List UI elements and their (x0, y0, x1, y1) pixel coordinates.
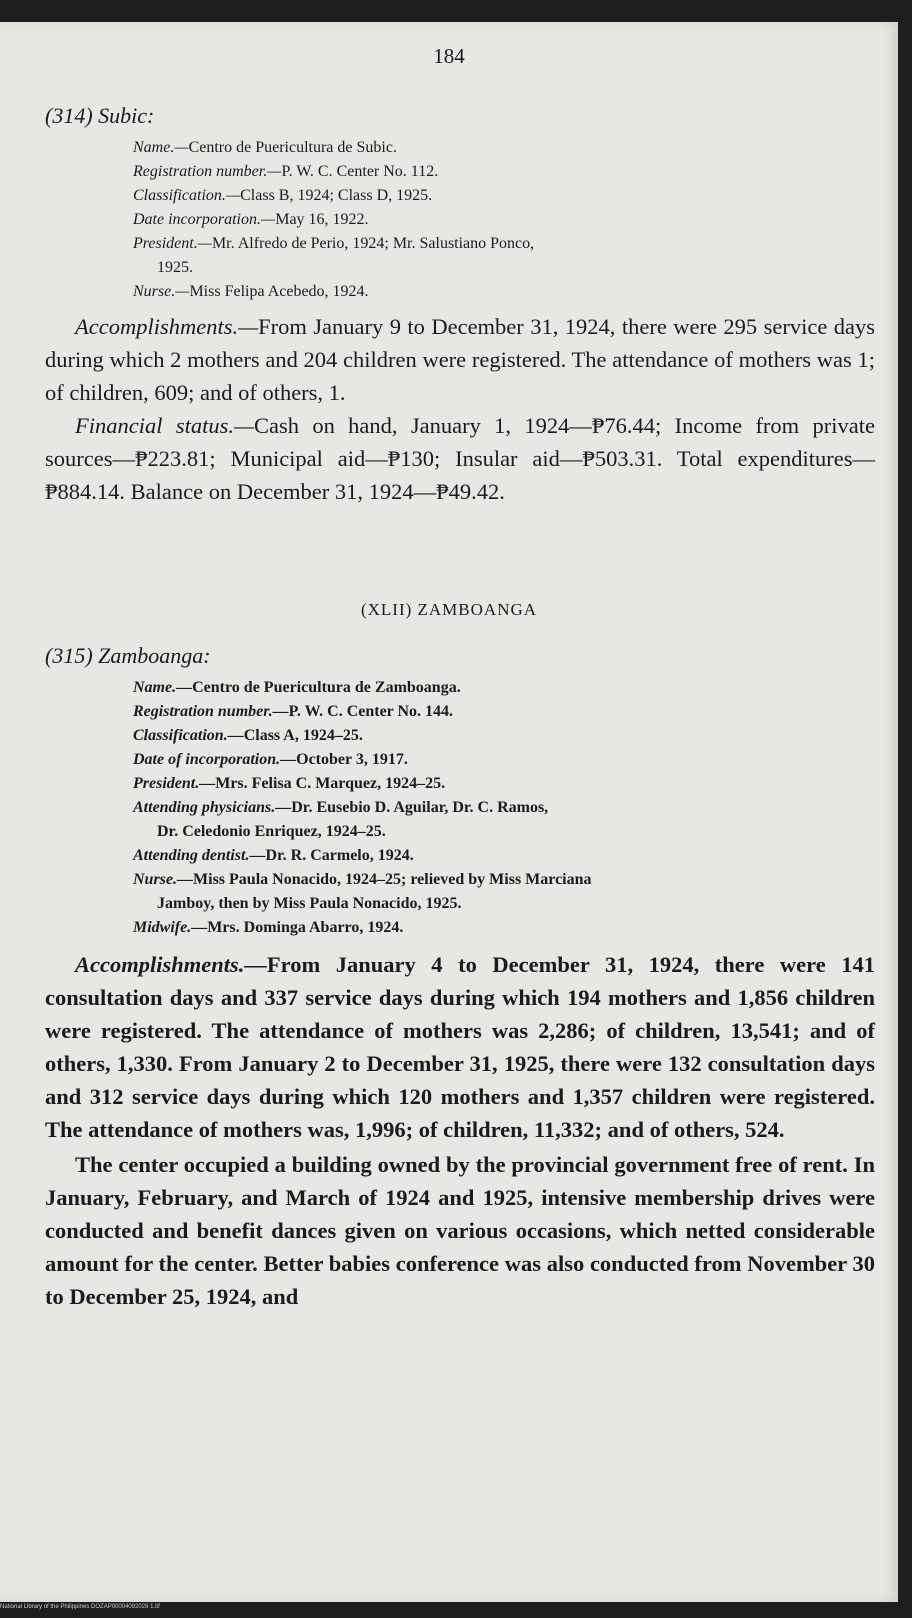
entry-heading: (315) Zamboanga: (45, 643, 211, 668)
entry-heading: (314) Subic: (45, 103, 155, 128)
field-registration: Registration number.—P. W. C. Center No. 144. (133, 703, 454, 720)
page-number: 184 (433, 44, 465, 68)
province-heading: (XLII) ZAMBOANGA (360, 600, 538, 619)
entry-315 (45, 642, 875, 1313)
field-classification: Classification.—Class A, 1924–25. (133, 727, 363, 744)
field-midwife: Midwife.—Mrs. Dominga Abarro, 1924. (133, 919, 404, 936)
field-physicians: Attending physicians.—Dr. Eusebio D. Aguilar, Dr. C. Ramos, Dr. Celedonio Enriquez, 1924–25. (133, 799, 549, 840)
field-nurse: Nurse.—Miss Felipa Acebedo, 1924. (133, 283, 369, 300)
field-registration: Registration number.—P. W. C. Center No. 112. (133, 163, 439, 180)
field-classification: Classification.—Class B, 1924; Class D, 1925. (133, 187, 433, 204)
field-president: President.—Mr. Alfredo de Perio, 1924; Mr. Salustiano Ponco, 1925. (133, 235, 535, 276)
field-dentist: Attending dentist.—Dr. R. Carmelo, 1924. (133, 847, 414, 864)
field-incorporation: Date of incorporation.—October 3, 1917. (133, 751, 408, 768)
financial-paragraph: Financial status.—Cash on hand, January 1, 1924—₱76.44; Income from private sources—₱223.81; Municipal aid—₱130; Insular aid—₱503.31. Total expenditures—₱884.14. Balance on December 31, 1924—₱49.42. (45, 413, 875, 504)
entry-314 (45, 102, 875, 508)
document-page (0, 22, 898, 1602)
accomplishments-paragraph: Accomplishments.—From January 9 to December 31, 1924, there were 295 service days during which 2 mothers and 204 children were registered. The attendance of mothers was 1; of children, 609; and of others, 1. (45, 314, 875, 405)
accomplishments-paragraph: Accomplishments.—From January 4 to December 31, 1924, there were 141 consultation days and 337 service days during which 194 mothers and 1,856 children were registered. The attendance of mothers was 2,286; of children, 13,541; and of others, 1,330. From January 2 to December 31, 1925, there were 132 consultation days and 312 service days during which 120 mothers and 1,357 children were registered. The attendance of mothers was, 1,996; of children, 11,332; and of others, 524. (45, 952, 875, 1142)
field-name: Name.—Centro de Puericultura de Zamboanga. (133, 679, 461, 696)
scan-footer: National Library of the Philippines DOZAP00004092028 1.tif (0, 1604, 160, 1610)
entry-fields (133, 136, 875, 304)
field-president: President.—Mrs. Felisa C. Marquez, 1924–25. (133, 775, 446, 792)
entry-fields (133, 676, 875, 940)
field-name: Name.—Centro de Puericultura de Subic. (133, 139, 397, 156)
field-incorporation: Date incorporation.—May 16, 1922. (133, 211, 369, 228)
center-paragraph: The center occupied a building owned by the provincial government free of rent. In January, February, and March of 1924 and 1925, intensive membership drives were conducted and benefit dances given on various occasions, which netted considerable amount for the center. Better babies conference was also conducted from November 30 to December 25, 1924, and (45, 1152, 875, 1309)
field-nurse: Nurse.—Miss Paula Nonacido, 1924–25; relieved by Miss Marciana Jamboy, then by Miss Paula Nonacido, 1925. (133, 871, 592, 912)
